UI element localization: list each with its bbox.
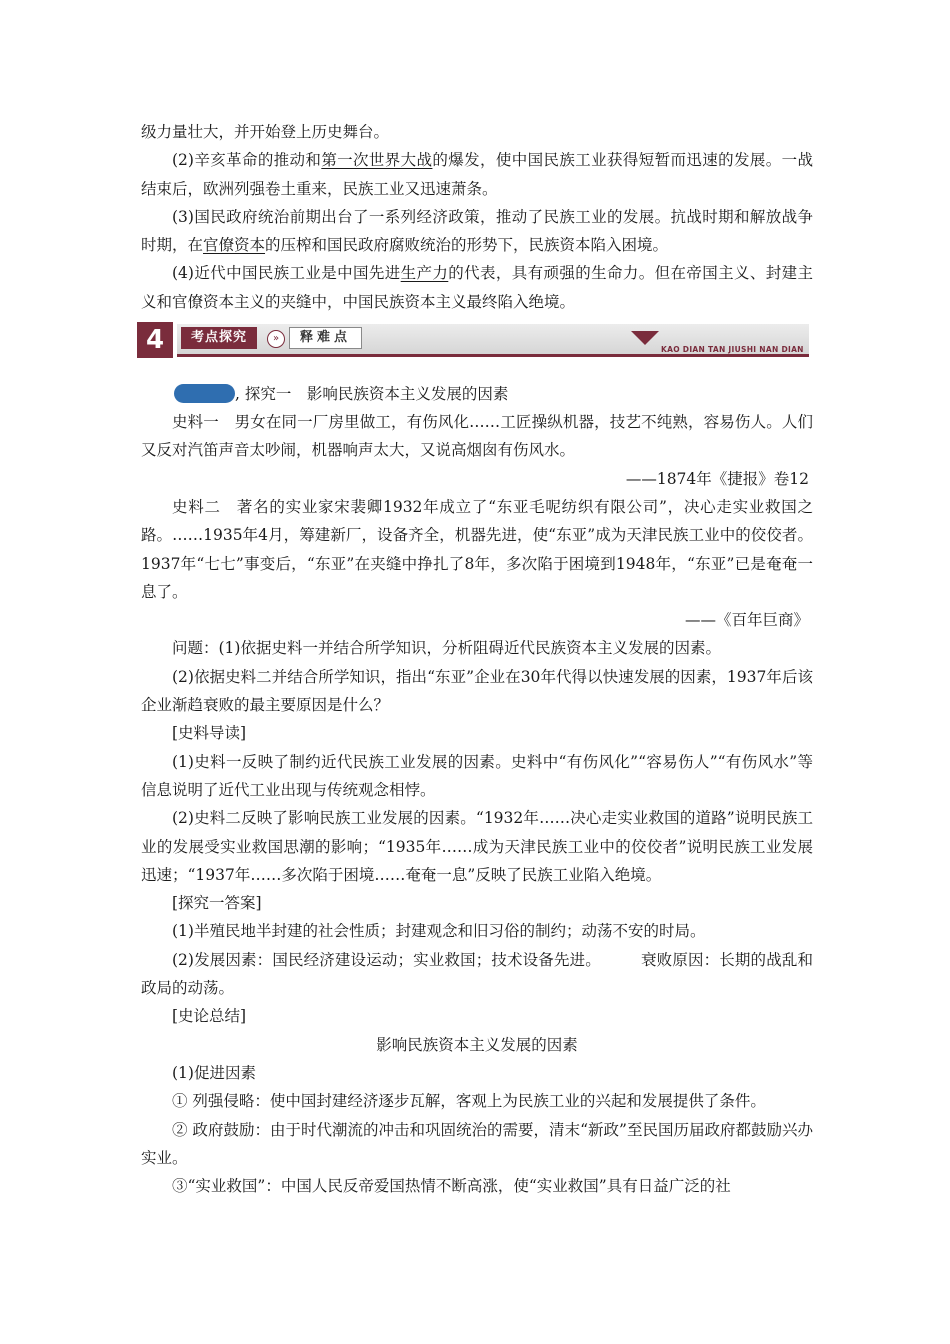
guide-2: (2)史料二反映了影响民族工业发展的因素。“1932年……决心走实业救国的道路”说明民族工业的发展受实业救国思潮的影响；“1935年……成为天津民族工业中的佼佼者”说明民族工业发展迅速；“1937年……多次陷于困境……奄奄一息”反映了民族工业陷入绝境。	[141, 809, 813, 884]
double-arrow-icon: »	[267, 330, 285, 348]
explore-badge	[174, 384, 235, 403]
answer-2	[141, 946, 813, 1003]
paragraph-3	[141, 203, 813, 260]
promote-item-3: ③“实业救国”：中国人民反帝爱国热情不断高涨，使“实业救国”具有日益广泛的社	[172, 1177, 731, 1196]
text-span: (2)辛亥革命的推动和	[172, 151, 322, 170]
section-tag: 考点探究	[181, 327, 257, 349]
text-span: 的爆发，使中国民族工业获得短暂而迅速的发展。一战结束后，欧洲列强卷土重来，民族工业又迅速萧条。	[141, 151, 813, 198]
chevron-down-icon	[631, 331, 659, 345]
explore-heading: , 探究一 影响民族资本主义发展的因素	[235, 385, 509, 404]
question-1: 问题：(1)依据史料一并结合所学知识，分析阻碍近代民族资本主义发展的因素。	[172, 639, 721, 658]
source-1: 史料一 男女在同一厂房里做工，有伤风化……工匠操纵机器，技艺不纯熟，容易伤人。人们又反对汽笛声音太吵闹，机器响声太大，又说高烟囱有伤风水。	[141, 413, 813, 460]
summary-heading: 影响民族资本主义发展的因素	[376, 1035, 578, 1054]
guide-1: (1)史料一反映了制约近代民族工业发展的因素。史料中“有伤风化”“容易伤人”“有伤风水”等信息说明了近代工业出现与传统观念相悖。	[141, 752, 813, 799]
paragraph-2	[141, 146, 813, 203]
promote-item-1: ① 列强侵略：使中国封建经济逐步瓦解，客观上为民族工业的兴起和发展提供了条件。	[172, 1092, 766, 1111]
text-span: (2)发展因素：国民经济建设运动；实业救国；技术设备先进。	[172, 950, 601, 969]
banner-pinyin-right: SHI NAN DIAN	[741, 345, 804, 355]
text-span: 的压榨和国民政府腐败统治的形势下，民族资本陷入困境。	[265, 236, 669, 255]
source-1-citation: ——1874年《捷报》卷12	[625, 469, 809, 488]
document-page	[141, 118, 813, 1200]
guide-title: [史料导读]	[172, 724, 247, 743]
underlined-term: 官僚资本	[203, 236, 266, 255]
section-number: 4	[137, 322, 173, 358]
answer-1: (1)半殖民地半封建的社会性质；封建观念和旧习俗的制约；动荡不安的时局。	[172, 922, 706, 941]
answer-title: [探究一答案]	[172, 894, 262, 913]
paragraph-1: 级力量壮大，并开始登上历史舞台。	[141, 123, 390, 141]
source-2: 史料二 著名的实业家宋裴卿1932年成立了“东亚毛呢纺织有限公司”，决心走实业救国之路。……1935年4月，筹建新厂，设备齐全，机器先进，使“东亚”成为天津民族工业中的佼佼者。1937年“七七”事变后，“东亚”在夹缝中挣扎了8年，多次陷于困境到1948年，“东亚”已是奄奄一息了。	[141, 497, 813, 601]
text-span: (3)国民政府统治前期出台了一系列经济政策，推动了民族工业的发展。抗战时期和解放战争时期，在	[141, 207, 813, 255]
text-span: 衰败原因：长期的战乱和政局的动荡。	[141, 950, 813, 998]
underlined-term: 第一次世界大战	[321, 151, 433, 170]
underlined-term: 生产力	[400, 264, 449, 283]
explore-heading-row	[141, 380, 813, 408]
paragraph-4	[141, 259, 813, 316]
section-banner	[137, 322, 809, 358]
text-span: 的代表，具有顽强的生命力。但在帝国主义、封建主义和官僚资本主义的夹缝中，中国民族资本主义最终陷入绝境。	[141, 264, 813, 311]
section-subtitle: 释难点	[289, 327, 362, 349]
promote-title: (1)促进因素	[172, 1063, 256, 1082]
source-2-citation: ——《百年巨商》	[684, 611, 809, 630]
banner-pinyin-left: KAO DIAN TAN JIU	[661, 345, 742, 355]
promote-item-2: ② 政府鼓励：由于时代潮流的冲击和巩固统治的需要，清末“新政”至民国历届政府都鼓励兴办实业。	[141, 1120, 813, 1167]
text-span: (4)近代中国民族工业是中国先进	[172, 264, 401, 283]
summary-title: [史论总结]	[172, 1007, 247, 1026]
question-2: (2)依据史料二并结合所学知识，指出“东亚”企业在30年代得以快速发展的因素，1937年后该企业渐趋衰败的最主要原因是什么？	[141, 667, 813, 715]
